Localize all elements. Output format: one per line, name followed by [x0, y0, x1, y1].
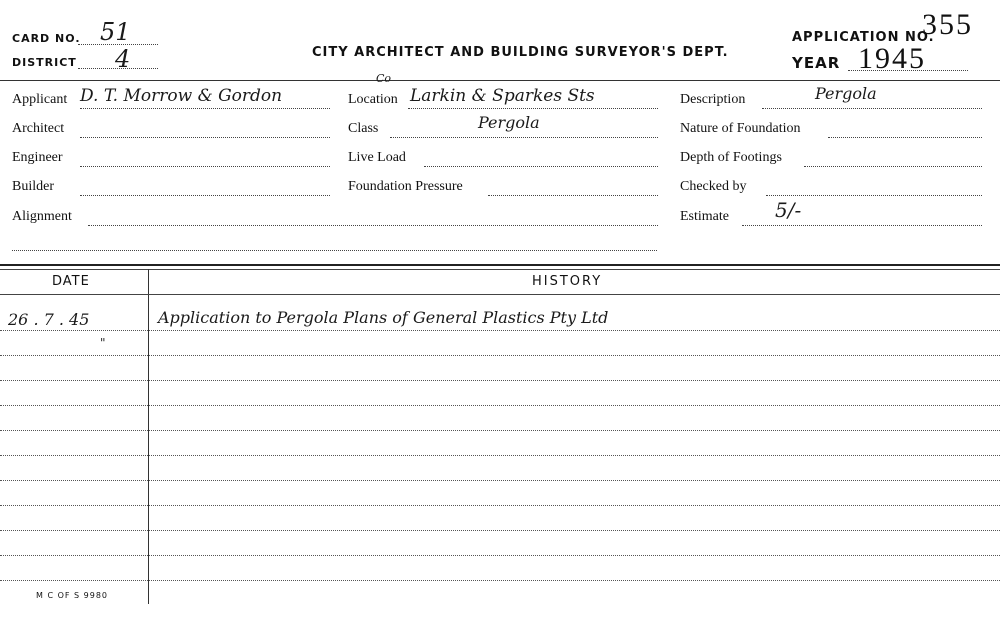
date-column-divider: [148, 269, 149, 604]
description-label: Description: [680, 92, 746, 107]
history-row-line: [0, 430, 1000, 431]
district-label: DISTRICT: [12, 56, 77, 69]
live-load-line: [424, 166, 658, 167]
checked-line: [766, 195, 982, 196]
location-note: Co: [376, 72, 392, 85]
estimate-value: 5/-: [775, 198, 802, 222]
history-row-line: [0, 380, 1000, 381]
foundation-pressure-line: [488, 195, 658, 196]
history-header-rule: [0, 294, 1000, 295]
history-row-line: [0, 480, 1000, 481]
applicant-label: Applicant: [12, 92, 68, 107]
alignment-line: [88, 225, 658, 226]
estimate-label: Estimate: [680, 209, 729, 224]
history-row-line: [0, 455, 1000, 456]
builder-label: Builder: [12, 179, 54, 194]
history-row-1-date: 26 . 7 . 45: [8, 310, 90, 329]
estimate-line: [742, 225, 982, 226]
nature-label: Nature of Foundation: [680, 121, 801, 136]
architect-label: Architect: [12, 121, 65, 136]
history-row-line: [0, 580, 1000, 581]
history-row-line: [0, 530, 1000, 531]
history-header: HISTORY: [532, 274, 603, 289]
foundation-pressure-label: Foundation Pressure: [348, 179, 463, 194]
history-row-line: [0, 555, 1000, 556]
year-label: YEAR: [792, 54, 841, 72]
card-no-label: CARD NO.: [12, 32, 81, 45]
location-line: [408, 108, 658, 109]
architect-line: [80, 137, 330, 138]
nature-line: [828, 137, 982, 138]
description-line: [762, 108, 982, 109]
engineer-label: Engineer: [12, 150, 63, 165]
history-row-1-entry: Application to Pergola Plans of General Plastics Pty Ltd: [158, 308, 609, 327]
applicant-line: [80, 108, 330, 109]
card-no-value: 51: [100, 18, 131, 46]
year-value: 1945: [858, 42, 926, 75]
depth-line: [804, 166, 982, 167]
application-value: 355: [922, 8, 973, 41]
district-value: 4: [115, 45, 131, 73]
engineer-line: [80, 166, 330, 167]
history-row-line: [0, 355, 1000, 356]
class-line: [390, 137, 658, 138]
header-rule: [0, 80, 1000, 81]
form-number: M C OF S 9980: [36, 591, 108, 600]
description-value: Pergola: [815, 84, 877, 103]
history-row-line: [0, 405, 1000, 406]
history-top-rule-2: [0, 269, 1000, 270]
location-value: Larkin & Sparkes Sts: [410, 86, 595, 106]
checked-label: Checked by: [680, 179, 747, 194]
class-label: Class: [348, 121, 379, 136]
class-value: Pergola: [478, 113, 540, 132]
history-row-2-date: ": [100, 336, 106, 350]
applicant-value: D. T. Morrow & Gordon: [80, 86, 283, 106]
depth-label: Depth of Footings: [680, 150, 782, 165]
extra-line: [12, 250, 657, 251]
alignment-label: Alignment: [12, 209, 72, 224]
date-header: DATE: [52, 274, 90, 289]
location-label: Location: [348, 92, 398, 107]
history-row-line: [0, 505, 1000, 506]
dept-title: CITY ARCHITECT AND BUILDING SURVEYOR'S DEPT.: [312, 45, 729, 60]
builder-line: [80, 195, 330, 196]
history-top-rule: [0, 264, 1000, 266]
live-load-label: Live Load: [348, 150, 406, 165]
application-label: APPLICATION NO.: [792, 30, 935, 45]
history-row-line: [0, 330, 1000, 331]
